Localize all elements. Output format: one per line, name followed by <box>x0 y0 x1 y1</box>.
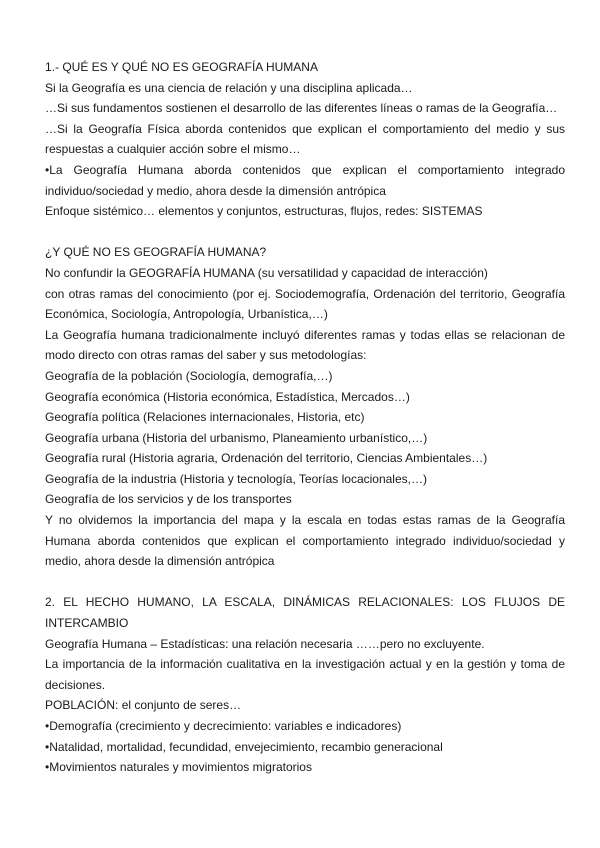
section1-line: …Si la Geografía Física aborda contenidos que explican el comportamiento del medio y sus <box>45 121 565 136</box>
section3-line: Geografía Humana – Estadísticas: una relación necesaria ……pero no excluyente. <box>45 636 485 651</box>
section3-line: •Natalidad, mortalidad, fecundidad, envejecimiento, recambio generacional <box>45 739 443 754</box>
paragraph-gap <box>45 222 565 243</box>
section3-line: decisiones. <box>45 677 106 692</box>
section1-line: respuestas a cualquier acción sobre el mismo… <box>45 142 301 157</box>
section1-line: Si la Geografía es una ciencia de relación y una disciplina aplicada… <box>45 80 413 95</box>
section2-heading: ¿Y QUÉ NO ES GEOGRAFÍA HUMANA? <box>45 245 267 260</box>
section2-line: Geografía de los servicios y de los transportes <box>45 492 292 507</box>
section1-line: …Si sus fundamentos sostienen el desarrollo de las diferentes líneas o ramas de la Geografía… <box>45 101 558 116</box>
section1-line: •La Geografía Humana aborda contenidos que explican el comportamiento integrado <box>45 162 565 177</box>
section2-line: La Geografía humana tradicionalmente incluyó diferentes ramas y todas ellas se relacionan de <box>45 327 565 342</box>
section2-line: Geografía económica (Historia económica, Estadística, Mercados…) <box>45 389 410 404</box>
section2-line: con otras ramas del conocimiento (por ej. Sociodemografía, Ordenación del territorio, Geografía <box>45 286 565 301</box>
section1-line: Enfoque sistémico… elementos y conjuntos, estructuras, flujos, redes: SISTEMAS <box>45 204 483 219</box>
section2-line: Geografía rural (Historia agraria, Ordenación del territorio, Ciencias Ambientales…) <box>45 451 488 466</box>
paragraph-gap <box>45 572 565 593</box>
section2-line: No confundir la GEOGRAFÍA HUMANA (su versatilidad y capacidad de interacción) <box>45 265 488 280</box>
section2-line: Humana aborda contenidos que explican el comportamiento integrado individuo/sociedad y <box>45 533 565 548</box>
section3-line: POBLACIÓN: el conjunto de seres… <box>45 698 242 713</box>
section3-line: •Movimientos naturales y movimientos migratorios <box>45 760 312 775</box>
section3-heading-cont: INTERCAMBIO <box>45 616 129 631</box>
section2-line: Geografía urbana (Historia del urbanismo, Planeamiento urbanístico,…) <box>45 430 428 445</box>
section2-line: Geografía de la población (Sociología, demografía,…) <box>45 368 333 383</box>
section3-line: •Demografía (crecimiento y decrecimiento: variables e indicadores) <box>45 719 402 733</box>
section3-heading: 2. EL HECHO HUMANO, LA ESCALA, DINÁMICAS RELACIONALES: LOS FLUJOS DE <box>45 595 565 610</box>
section2-line: Y no olvidemos la importancia del mapa y la escala en todas estas ramas de la Geografía <box>45 513 565 528</box>
section1-line: individuo/sociedad y medio, ahora desde la dimensión antrópica <box>45 183 386 198</box>
section2-line: medio, ahora desde la dimensión antrópica <box>45 554 275 569</box>
section1-heading: 1.- QUÉ ES Y QUÉ NO ES GEOGRAFÍA HUMANA <box>45 60 318 74</box>
section2-line: Económica, Sociología, Antropología, Urbanística,…) <box>45 307 328 322</box>
section3-line: La importancia de la información cualitativa en la investigación actual y en la gestión y toma de <box>45 657 565 672</box>
section2-line: modo directo con otras ramas del saber y sus metodologías: <box>45 348 367 363</box>
section2-line: Geografía política (Relaciones internacionales, Historia, etc) <box>45 410 365 425</box>
section2-line: Geografía de la industria (Historia y tecnología, Teorías locacionales,…) <box>45 471 427 486</box>
document-page <box>45 57 565 778</box>
